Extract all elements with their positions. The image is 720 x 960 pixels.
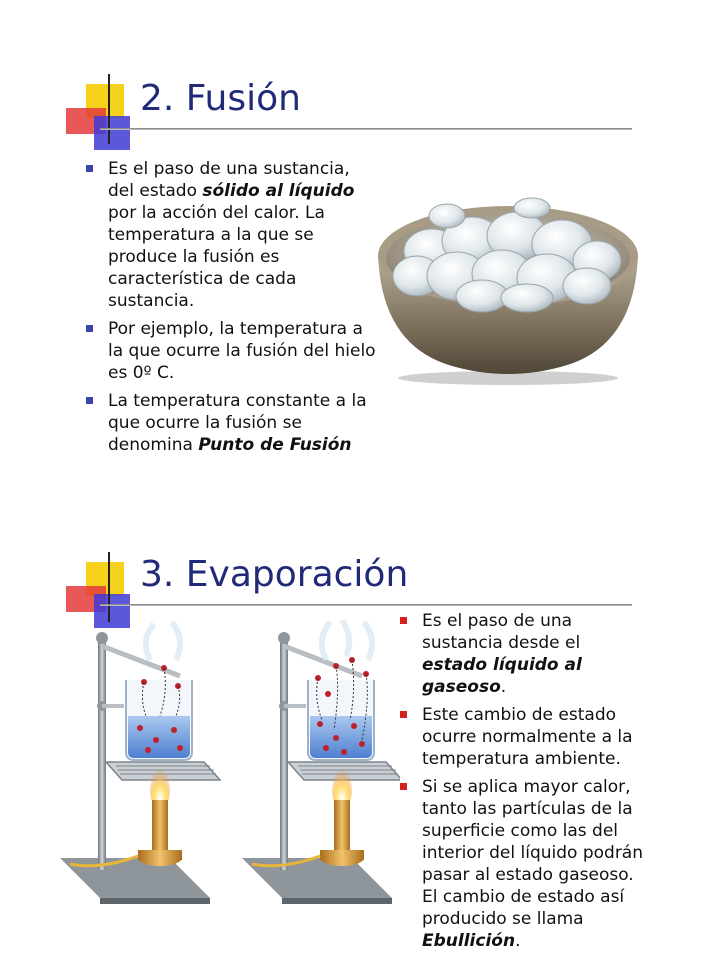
logo-vertical-line xyxy=(108,552,110,622)
bullet-item: Si se aplica mayor calor, tanto las partículas de la superficie como las del interior del líquido podrán pasar al estado gaseoso. El cambio de estado así producido se llama Ebullición. xyxy=(400,776,644,952)
title-underline xyxy=(100,128,632,130)
bullet-list xyxy=(400,610,644,958)
bullet-square-icon xyxy=(86,165,93,172)
bullet-square-icon xyxy=(400,783,407,790)
slide-title: 2. Fusión xyxy=(140,78,301,119)
bullet-item: Es el paso de una sustancia, del estado sólido al líquido por la acción del calor. La temperatura a la que se produce la fusión es característica de cada sustancia. xyxy=(86,158,378,312)
bullet-square-icon xyxy=(400,711,407,718)
bullet-item: La temperatura constante a la que ocurre la fusión se denomina Punto de Fusión xyxy=(86,390,378,456)
bullet-square-icon xyxy=(86,325,93,332)
burner-beaker-image xyxy=(60,620,400,930)
slide-title: 3. Evaporación xyxy=(140,554,409,595)
slide-logo xyxy=(66,78,146,158)
slide-fusion xyxy=(0,0,720,460)
bullet-square-icon xyxy=(400,617,407,624)
slide-evaporacion xyxy=(0,480,720,951)
bullet-item: Este cambio de estado ocurre normalmente a la temperatura ambiente. xyxy=(400,704,644,770)
logo-vertical-line xyxy=(108,74,110,144)
title-underline xyxy=(100,604,632,606)
bullet-item: Es el paso de una sustancia desde el estado líquido al gaseoso. xyxy=(400,610,644,698)
ice-bowl-image xyxy=(372,196,644,386)
bullet-list xyxy=(86,158,378,462)
bullet-square-icon xyxy=(86,397,93,404)
bullet-item: Por ejemplo, la temperatura a la que ocurre la fusión del hielo es 0º C. xyxy=(86,318,378,384)
